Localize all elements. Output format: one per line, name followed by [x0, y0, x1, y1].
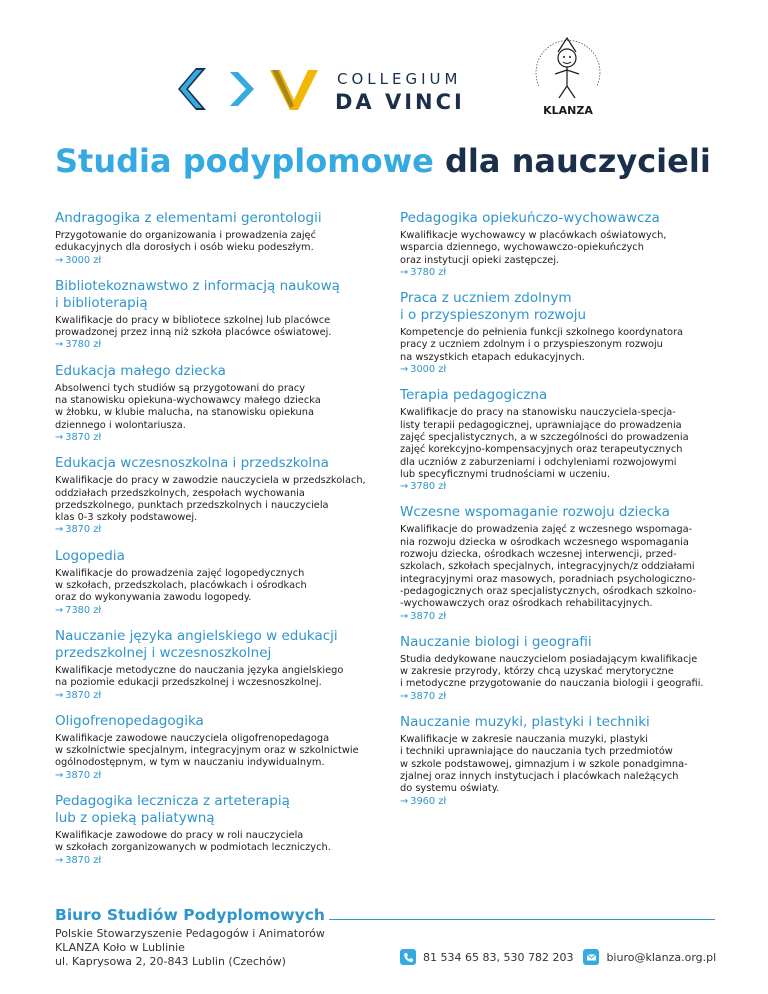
logo-line2: DA VINCI	[335, 90, 465, 114]
course-item	[55, 455, 375, 536]
course-title-line: Wczesne wspomaganie rozwoju dziecka	[400, 504, 670, 521]
course-price-value: 3870 zł	[65, 524, 102, 536]
footer-line3: ul. Kaprysowa 2, 20-843 Lublin (Czechów)	[55, 955, 286, 968]
course-title	[55, 548, 375, 565]
course-price-value: 3870 zł	[65, 431, 102, 443]
course-description-line: na poziomie edukacji przedszkolnej i wczesnoszkolnej.	[55, 677, 322, 689]
course-price	[400, 611, 720, 623]
course-description	[400, 654, 720, 691]
course-item	[400, 634, 720, 703]
course-price	[400, 691, 720, 703]
course-description	[55, 830, 375, 855]
course-description-line: w szkołach zorganizowanych w podmiotach leczniczych.	[55, 842, 331, 854]
course-description-line: w zakresie przyrody, którzy chcą uzyskać merytoryczne	[400, 666, 674, 678]
course-price-value: 3780 zł	[410, 266, 447, 278]
course-price-value: 3780 zł	[65, 339, 102, 351]
course-item	[55, 793, 375, 867]
course-description-line: na stanowisku opiekuna-wychowawcy małego dziecka	[55, 395, 321, 407]
contact-row	[400, 949, 716, 965]
course-description-line: Kwalifikacje metodyczne do nauczania języka angielskiego	[55, 664, 344, 676]
course-title	[55, 793, 375, 827]
course-description-line: oraz do wykonywania zawodu logopedy.	[55, 592, 252, 604]
arrow-right-icon: →	[55, 854, 64, 866]
course-description-line: dla uczniów z zaburzeniami i odchyleniami rozwojowymi	[400, 456, 677, 468]
course-description-line: pracy z uczniem zdolnym i o przyspieszonym rozwoju	[400, 339, 663, 351]
course-title-line: przedszkolnej i wczesnoszkolnej	[55, 644, 272, 661]
course-description-line: rozwoju dziecka, ośrodkach wczesnej interwencji, przed-	[400, 549, 677, 561]
arrow-right-icon: →	[400, 795, 409, 807]
course-description-line: Absolwenci tych studiów są przygotowani do pracy	[55, 382, 306, 394]
klanza-logo-icon	[525, 18, 611, 118]
course-description-line: Kwalifikacje do pracy w zawodzie nauczyciela w przedszkolach,	[55, 475, 366, 487]
course-description-line: nia rozwoju dziecka w ośrodkach wczesnego wspomagania	[400, 536, 689, 548]
course-price	[55, 432, 375, 444]
course-description	[55, 383, 375, 432]
page-title	[55, 142, 711, 180]
right-column	[400, 210, 720, 819]
course-item	[55, 548, 375, 617]
course-description	[400, 230, 720, 267]
course-item	[400, 210, 720, 279]
course-title-line: i biblioterapią	[55, 294, 148, 311]
course-title-line: Edukacja małego dziecka	[55, 362, 226, 379]
course-description-line: Studia dedykowane nauczycielom posiadającym kwalifikacje	[400, 653, 698, 665]
course-price	[55, 255, 375, 267]
course-description-line: Kwalifikacje do pracy na stanowisku nauczyciela-specja-	[400, 407, 676, 419]
course-description	[400, 524, 720, 610]
footer-line2: KLANZA Koło w Lublinie	[55, 941, 185, 954]
arrow-right-icon: →	[55, 431, 64, 443]
course-description-line: oraz instytucji opieki zastępczej.	[400, 254, 560, 266]
course-description	[55, 475, 375, 524]
course-description-line: zajęć specjalistycznych, a w szczególności do prowadzenia	[400, 431, 689, 443]
course-title	[400, 504, 720, 521]
course-description-line: integracyjnymi oraz masowych, poradniach psychologiczno-	[400, 573, 696, 585]
course-title-line: Oligofrenopedagogika	[55, 712, 204, 729]
course-description-line: wsparcia dziennego, wychowawczo-opiekuńczych	[400, 242, 644, 254]
course-title	[400, 634, 720, 651]
course-description-line: ogólnodostępnym, w tym w nauczaniu indywidualnym.	[55, 757, 325, 769]
course-price-value: 3870 zł	[410, 690, 447, 702]
course-description-line: Kwalifikacje do prowadzenia zajęć z wczesnego wspomaga-	[400, 524, 693, 536]
course-item	[55, 628, 375, 702]
course-description	[400, 327, 720, 364]
course-description-line: w szkole podstawowej, gimnazjum i w szkole ponadgimna-	[400, 758, 688, 770]
course-title-line: Edukacja wczesnoszkolna i przedszkolna	[55, 455, 329, 472]
course-price	[400, 267, 720, 279]
course-description	[400, 734, 720, 795]
course-description-line: dziennego i wolontariusza.	[55, 419, 186, 431]
header	[0, 0, 768, 140]
course-description-line: Kwalifikacje zawodowe do pracy w roli nauczyciela	[55, 830, 304, 842]
course-title	[55, 713, 375, 730]
course-description-line: Kwalifikacje do pracy w bibliotece szkolnej lub placówce	[55, 314, 331, 326]
course-price-value: 3870 zł	[65, 769, 102, 781]
arrow-right-icon: →	[400, 266, 409, 278]
footer-line1: Polskie Stowarzyszenie Pedagogów i Animatorów	[55, 927, 325, 940]
course-description-line: w szkołach, przedszkolach, placówkach i ośrodkach	[55, 580, 307, 592]
course-item	[55, 713, 375, 782]
course-title-line: Andragogika z elementami gerontologii	[55, 210, 322, 226]
course-description	[400, 407, 720, 481]
course-item	[400, 714, 720, 808]
arrow-right-icon: →	[55, 254, 64, 266]
collegium-logo-icon	[172, 66, 322, 112]
course-description-line: i techniki uprawniające do nauczania tych przedmiotów	[400, 746, 673, 758]
course-price	[55, 605, 375, 617]
course-description-line: Kwalifikacje do prowadzenia zajęć logopedycznych	[55, 567, 305, 579]
phone-icon	[400, 949, 416, 965]
arrow-right-icon: →	[400, 481, 409, 493]
course-description-line: klas 0-3 szkoły podstawowej.	[55, 512, 198, 524]
arrow-right-icon: →	[55, 524, 64, 536]
course-description	[55, 230, 375, 255]
arrow-right-icon: →	[400, 364, 409, 376]
course-price	[400, 481, 720, 493]
logo-line1: COLLEGIUM	[337, 70, 462, 88]
course-description-line: oddziałach przedszkolnych, zespołach wychowania	[55, 487, 305, 499]
course-title	[55, 455, 375, 472]
course-item	[400, 290, 720, 376]
course-description-line: zajęć korekcyjno-kompensacyjnych oraz terapeutycznych	[400, 444, 683, 456]
course-title-line: Bibliotekoznawstwo z informacją naukową	[55, 277, 340, 294]
course-title	[55, 278, 375, 312]
course-title	[55, 210, 375, 227]
klanza-text: KLANZA	[543, 104, 593, 117]
course-price-value: 3870 zł	[65, 854, 102, 866]
course-item	[55, 278, 375, 352]
course-description-line: szkolach, szkołach specjalnych, integracyjnych/z oddziałami	[400, 561, 695, 573]
course-title-line: Praca z uczniem zdolnym	[400, 290, 572, 307]
course-price-value: 3000 zł	[65, 254, 102, 266]
mail-icon	[583, 949, 599, 965]
course-description-line: Kwalifikacje wychowawcy w placówkach oświatowych,	[400, 230, 667, 241]
course-title	[400, 210, 720, 227]
course-description-line: edukacyjnych dla dorosłych i osób wieku podeszłym.	[55, 242, 314, 254]
course-price-value: 3000 zł	[410, 364, 447, 376]
course-description-line: -pedagogicznych oraz specjalistycznych, ośrodkach szkolno-	[400, 585, 697, 597]
course-description	[55, 733, 375, 770]
course-price-value: 3960 zł	[410, 795, 447, 807]
course-title-line: Nauczanie muzyki, plastyki i techniki	[400, 714, 650, 731]
course-price-value: 3870 zł	[410, 610, 447, 622]
course-price	[55, 524, 375, 536]
course-description-line: na wszystkich etapach edukacyjnych.	[400, 351, 585, 363]
course-price	[55, 855, 375, 867]
arrow-right-icon: →	[55, 339, 64, 351]
course-description-line: do systemu oświaty.	[400, 783, 500, 795]
arrow-right-icon: →	[400, 690, 409, 702]
course-title-line: i o przyspieszonym rozwoju	[400, 307, 587, 324]
course-title-line: Logopedia	[55, 547, 125, 564]
course-description-line: Przygotowanie do organizowania i prowadzenia zajęć	[55, 230, 316, 241]
arrow-right-icon: →	[55, 604, 64, 616]
arrow-right-icon: →	[55, 769, 64, 781]
title-part2: dla nauczycieli	[444, 142, 711, 180]
course-item	[400, 504, 720, 622]
course-price-value: 3780 zł	[410, 481, 447, 493]
phone-number[interactable]: 81 534 65 83, 530 782 203	[423, 950, 574, 964]
course-price	[400, 364, 720, 376]
arrow-right-icon: →	[400, 610, 409, 622]
course-price	[55, 690, 375, 702]
course-title	[55, 628, 375, 662]
course-description-line: Kwalifikacje zawodowe nauczyciela oligofrenopedagoga	[55, 732, 330, 744]
course-title	[55, 363, 375, 380]
course-title-line: Pedagogika lecznicza z arteterapią	[55, 793, 290, 810]
left-column	[55, 210, 375, 878]
course-description-line: w żłobku, w klubie malucha, na stanowisku opiekuna	[55, 407, 314, 419]
course-title-line: Terapia pedagogiczna	[400, 387, 548, 404]
course-title	[400, 387, 720, 404]
course-title-line: Nauczanie języka angielskiego w edukacji	[55, 627, 338, 644]
course-price-value: 7380 zł	[65, 604, 102, 616]
course-description-line: Kwalifikacje w zakresie nauczania muzyki, plastyki	[400, 734, 648, 746]
course-description-line: zjalnej oraz innych instytucjach i placówkach należących	[400, 770, 679, 782]
course-description	[55, 665, 375, 690]
course-description-line: Kompetencje do pełnienia funkcji szkolnego koordynatora	[400, 327, 684, 339]
course-item	[55, 210, 375, 267]
course-title	[400, 290, 720, 324]
course-price	[55, 339, 375, 351]
course-title-line: Pedagogika opiekuńczo-wychowawcza	[400, 210, 660, 226]
course-description-line: i metodyczne przygotowanie do nauczania biologii i geografii.	[400, 678, 704, 690]
course-description-line: -wychowawczych oraz ośrodkach rehabilitacyjnych.	[400, 598, 653, 610]
course-description-line: prowadzonej przez inną niż szkoła placówce oświatowej.	[55, 327, 332, 339]
course-title	[400, 714, 720, 731]
course-item	[400, 387, 720, 493]
course-item	[55, 363, 375, 444]
course-price	[400, 796, 720, 808]
course-description-line: przedszkolnego, punktach przedszkolnych i nauczyciela	[55, 499, 329, 511]
title-part1: Studia podyplomowe	[55, 142, 434, 180]
course-title-line: lub z opieką paliatywną	[55, 810, 215, 827]
course-description-line: lub specyficznymi trudnościami w uczeniu.	[400, 468, 611, 480]
footer-title: Biuro Studiów Podyplomowych	[55, 906, 329, 924]
email-link[interactable]: biuro@klanza.org.pl	[606, 950, 717, 964]
course-description-line: w szkolnictwie specjalnym, integracyjnym oraz w szkolnictwie	[55, 745, 359, 757]
course-title-line: Nauczanie biologi i geografii	[400, 633, 592, 650]
course-description	[55, 568, 375, 605]
arrow-right-icon: →	[55, 689, 64, 701]
course-description-line: listy terapii pedagogicznej, uprawniające do prowadzenia	[400, 419, 682, 431]
course-price	[55, 770, 375, 782]
course-description	[55, 315, 375, 340]
course-price-value: 3870 zł	[65, 689, 102, 701]
